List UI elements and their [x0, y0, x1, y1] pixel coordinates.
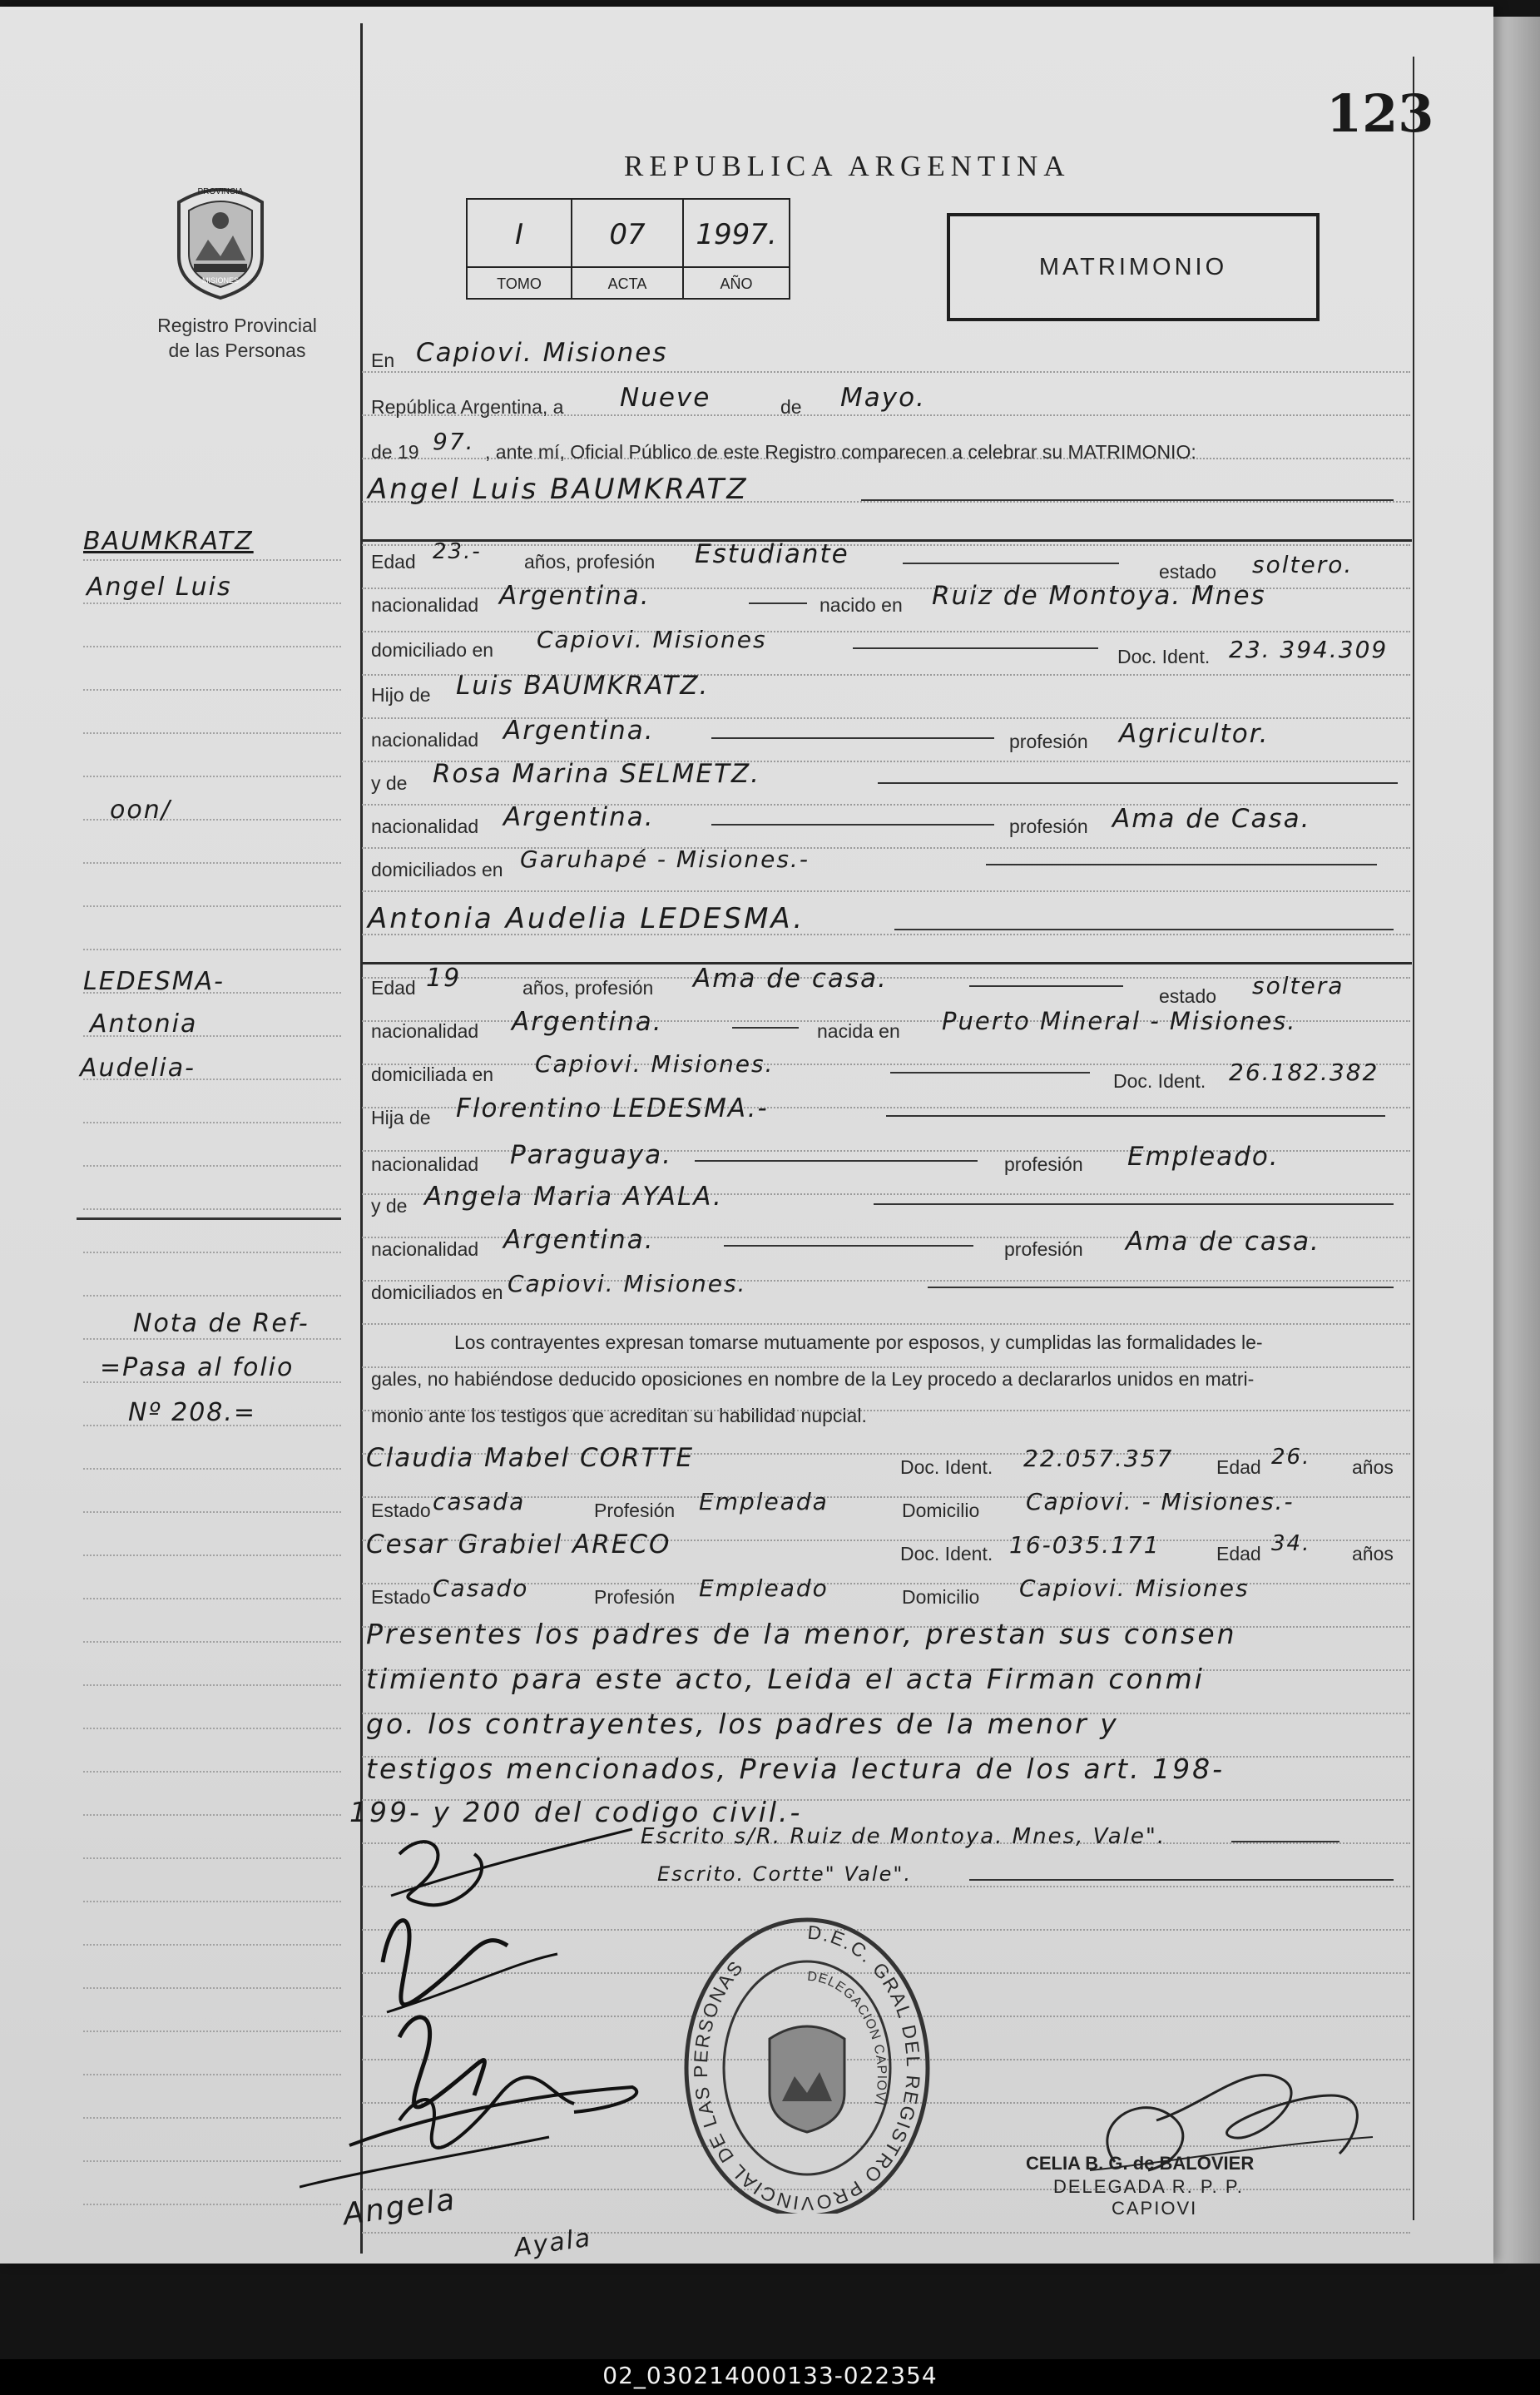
groom-mother-profession: Ama de Casa.	[1112, 804, 1311, 834]
organization-name	[100, 313, 374, 363]
groom-parents-domicile: Garuhapé - Misiones.-	[520, 845, 810, 873]
witness1-anos-label: años	[1352, 1456, 1394, 1478]
bride-nationality-fill	[732, 1027, 799, 1029]
official-title: DELEGADA R. P. P.	[1053, 2176, 1244, 2197]
margin-note-mark: oon/	[110, 796, 171, 825]
groom-nationality: Argentina.	[499, 581, 651, 611]
bride-mother-profesion-label: profesión	[1004, 1238, 1083, 1260]
witness2-name: Cesar Grabiel ARECO	[366, 1530, 671, 1559]
groom-nacido-label: nacido en	[820, 594, 903, 616]
witness2-domicile: Capiovi. Misiones	[1019, 1574, 1250, 1602]
place-value: Capiovi. Misiones	[416, 338, 668, 368]
day-value: Nueve	[620, 383, 711, 413]
groom-domiciliado-label: domiciliado en	[371, 639, 494, 661]
year-prefix: de 19	[371, 441, 419, 463]
bride-profession: Ama de casa.	[693, 964, 888, 994]
acta-label: ACTA	[607, 275, 647, 292]
margin-ruled-line	[83, 1641, 341, 1643]
acta-value: 07	[609, 218, 646, 251]
groom-father: Luis BAUMKRATZ.	[456, 671, 710, 701]
bride-full-name: Antonia Audelia LEDESMA.	[368, 902, 805, 935]
witness2-estado-label: Estado	[371, 1586, 431, 1608]
bride-anos-profesion-label: años, profesión	[522, 977, 654, 999]
margin-ref-line2: =Pasa al folio	[100, 1353, 295, 1382]
margin-ruled-line	[83, 1684, 341, 1686]
signature-margin-surname: Ayala	[513, 2223, 594, 2264]
witness2-doc-number: 16-035.171	[1009, 1531, 1161, 1559]
declaration-line2: gales, no habiéndose deducido oposiciones en nombre de la Ley procedo a declararlos unidos en matri-	[371, 1368, 1255, 1390]
month-value: Mayo.	[840, 383, 926, 413]
groom-profession: Estudiante	[695, 539, 849, 569]
groom-domicile: Capiovi. Misiones	[537, 626, 767, 653]
acta-cell	[572, 200, 684, 298]
bride-age: 19	[426, 964, 462, 993]
margin-ruled-line	[83, 1598, 341, 1599]
groom-hijo-label: Hijo de	[371, 684, 431, 706]
bride-domicile-fill	[890, 1072, 1090, 1074]
right-rule	[1413, 57, 1414, 2220]
province-seal-icon	[162, 177, 279, 302]
witness1-name: Claudia Mabel CORTTE	[366, 1443, 695, 1473]
ano-value: 1997.	[696, 218, 777, 251]
margin-ruled-line	[83, 1771, 341, 1773]
margin-ruled-line	[83, 1555, 341, 1556]
registry-box	[466, 198, 790, 300]
tomo-value: I	[514, 218, 524, 251]
margin-ruled-line	[83, 646, 341, 647]
bride-parents-domicile: Capiovi. Misiones.	[508, 1270, 747, 1297]
ruled-line	[362, 890, 1410, 892]
groom-father-nationality-fill	[711, 737, 994, 739]
ano-cell	[684, 200, 789, 298]
witness1-profesion-label: Profesión	[594, 1500, 676, 1521]
bride-mother-nationality: Argentina.	[503, 1225, 655, 1255]
margin-ruled-line	[83, 949, 341, 950]
bride-father: Florentino LEDESMA.-	[456, 1093, 769, 1123]
groom-father-nationality: Argentina.	[503, 716, 655, 746]
bride-estado-label: estado	[1159, 985, 1217, 1007]
groom-full-name: Angel Luis BAUMKRATZ	[368, 473, 749, 506]
groom-mother-nationality-fill	[711, 824, 994, 826]
margin-ruled-line	[83, 1208, 341, 1210]
bride-domiciliados-label: domiciliados en	[371, 1282, 503, 1303]
witness2-doc-label: Doc. Ident.	[900, 1543, 993, 1564]
groom-anos-profesion-label: años, profesión	[524, 551, 656, 573]
groom-nacionalidad-label: nacionalidad	[371, 594, 479, 616]
svg-text:DELEGACION CAPIOVI: DELEGACION CAPIOVI	[806, 1969, 889, 2108]
witness1-domicile: Capiovi. - Misiones.-	[1026, 1488, 1295, 1515]
witness1-edad-label: Edad	[1216, 1456, 1261, 1478]
ano-label: AÑO	[720, 275, 753, 292]
groom-birthplace: Ruiz de Montoya. Mnes	[932, 581, 1266, 611]
bride-domicile: Capiovi. Misiones.	[535, 1050, 775, 1078]
margin-ruled-line	[83, 776, 341, 777]
witness2-profesion-label: Profesión	[594, 1586, 676, 1608]
bride-birthplace: Puerto Mineral - Misiones.	[942, 1007, 1297, 1035]
groom-doc-label: Doc. Ident.	[1117, 646, 1211, 667]
correction-line1: Escrito s/R. Ruiz de Montoya. Mnes, Vale".	[641, 1824, 1166, 1849]
bride-yde-label: y de	[371, 1195, 408, 1217]
bride-father-nacionalidad-label: nacionalidad	[371, 1153, 479, 1175]
correction-line2: Escrito. Cortte" Vale".	[657, 1862, 913, 1886]
bride-name-fill	[894, 929, 1394, 930]
margin-ruled-line	[83, 1338, 341, 1340]
groom-mother-fill	[878, 782, 1398, 784]
margin-ruled-line	[83, 862, 341, 864]
witness1-doc-number: 22.057.357	[1023, 1445, 1174, 1472]
groom-doc-number: 23. 394.309	[1229, 636, 1389, 663]
groom-mother-nacionalidad-label: nacionalidad	[371, 816, 479, 837]
note-line4: testigos mencionados, Previa lectura de los art. 198-	[366, 1753, 1225, 1785]
margin-ruled-line	[83, 905, 341, 907]
organization-name-line2: de las Personas	[168, 340, 306, 361]
correction1-fill	[1231, 1841, 1339, 1842]
groom-yde-label: y de	[371, 772, 408, 794]
margin-ruled-line	[83, 1728, 341, 1729]
groom-father-nacionalidad-label: nacionalidad	[371, 729, 479, 751]
groom-parents-domicile-fill	[986, 864, 1377, 865]
bride-hija-label: Hija de	[371, 1107, 431, 1128]
bride-domiciliada-label: domiciliada en	[371, 1064, 494, 1085]
margin-ruled-line	[83, 1252, 341, 1253]
groom-name-fill	[861, 499, 1394, 501]
groom-nationality-fill	[749, 602, 807, 604]
bride-edad-label: Edad	[371, 977, 416, 999]
witness1-domicilio-label: Domicilio	[902, 1500, 980, 1521]
bride-nationality: Argentina.	[512, 1007, 663, 1037]
bride-father-nationality: Paraguaya.	[510, 1140, 672, 1170]
witness2-domicilio-label: Domicilio	[902, 1586, 980, 1608]
footer-code: 02_030214000133-022354	[602, 2362, 938, 2389]
groom-estado-label: estado	[1159, 561, 1217, 583]
witness1-profession: Empleada	[699, 1488, 829, 1515]
groom-section-rule	[362, 539, 1412, 542]
margin-bride-surname: LEDESMA-	[83, 967, 225, 996]
margin-ruled-line	[83, 1165, 341, 1167]
correction2-fill	[969, 1879, 1394, 1881]
groom-father-profession: Agricultor.	[1119, 719, 1270, 749]
svg-text:D.E.C. GRAL DEL REGISTRO PROVI: D.E.C. GRAL DEL REGISTRO PROVINCIAL DE LAS PERSONAS	[689, 1921, 925, 2214]
certificate-sheet	[0, 7, 1493, 2264]
witness1-estado-label: Estado	[371, 1500, 431, 1521]
bride-doc-label: Doc. Ident.	[1113, 1070, 1206, 1092]
witness1-civil-status: casada	[433, 1488, 526, 1515]
signature-margin-name: Angela	[340, 2182, 458, 2233]
bride-civil-status: soltera	[1252, 972, 1344, 999]
ruled-line	[362, 631, 1410, 632]
groom-edad-label: Edad	[371, 551, 416, 573]
declaration-line1: Los contrayentes expresan tomarse mutuamente por esposos, y cumplidas las formalidades le-	[454, 1331, 1263, 1353]
witness2-edad-label: Edad	[1216, 1543, 1261, 1564]
registry-round-stamp	[682, 1914, 932, 2214]
ruled-line	[362, 544, 1410, 546]
margin-bride-given2: Audelia-	[80, 1054, 196, 1083]
margin-bride-given1: Antonia	[90, 1009, 198, 1039]
en-label: En	[371, 350, 395, 371]
tomo-label: TOMO	[497, 275, 542, 292]
margin-groom-surname: BAUMKRATZ	[83, 527, 254, 556]
bride-mother-nacionalidad-label: nacionalidad	[371, 1238, 479, 1260]
note-line5: 199- y 200 del codigo civil.-	[349, 1796, 803, 1828]
groom-mother-profesion-label: profesión	[1009, 816, 1088, 837]
bride-father-profession: Empleado.	[1127, 1142, 1280, 1172]
note-line3: go. los contrayentes, los padres de la menor y	[366, 1708, 1119, 1740]
country-heading: REPUBLICA ARGENTINA	[624, 150, 1071, 182]
groom-age: 23.-	[433, 539, 482, 564]
note-line2: timiento para este acto, Leida el acta Firman conmi	[366, 1663, 1205, 1695]
margin-ref-line3: Nº 208.=	[128, 1398, 257, 1427]
bride-mother: Angela Maria AYALA.	[424, 1182, 723, 1212]
ruled-line	[362, 847, 1410, 849]
margin-signatures	[300, 1821, 716, 2220]
margin-ruled-line	[83, 732, 341, 734]
witness2-anos-label: años	[1352, 1543, 1394, 1564]
note-line1: Presentes los padres de la menor, prestan sus consen	[366, 1618, 1237, 1650]
margin-groom-given: Angel Luis	[87, 573, 232, 602]
bride-nacida-label: nacida en	[817, 1020, 900, 1042]
margin-ruled-line	[83, 559, 341, 561]
margin-ruled-line	[83, 1511, 341, 1513]
bride-profession-fill	[969, 985, 1123, 987]
margin-ruled-line	[83, 689, 341, 691]
bride-nacionalidad-label: nacionalidad	[371, 1020, 479, 1042]
witness2-profession: Empleado	[699, 1574, 829, 1602]
page-number: 123	[1326, 83, 1434, 144]
groom-profession-fill	[903, 563, 1119, 564]
svg-text:PROVINCIA: PROVINCIA	[197, 187, 244, 196]
margin-ruled-line	[83, 1814, 341, 1816]
groom-civil-status: soltero.	[1252, 551, 1354, 578]
appearance-statement: , ante mí, Oficial Público de este Registro comparecen a celebrar su MATRIMONIO:	[485, 441, 1196, 463]
witness1-age: 26.	[1271, 1445, 1311, 1470]
republica-label: República Argentina, a	[371, 396, 564, 418]
bride-father-fill	[886, 1115, 1385, 1117]
witness1-doc-label: Doc. Ident.	[900, 1456, 993, 1478]
ruled-line	[362, 1323, 1410, 1325]
bride-mother-fill	[874, 1203, 1394, 1205]
groom-father-profesion-label: profesión	[1009, 731, 1088, 752]
margin-ruled-line	[83, 602, 341, 604]
certificate-type-box: MATRIMONIO	[947, 213, 1320, 321]
margin-ruled-line	[83, 1468, 341, 1470]
margin-ref-line1: Nota de Ref-	[133, 1309, 309, 1338]
de-label: de	[780, 396, 802, 418]
bride-doc-number: 26.182.382	[1229, 1059, 1379, 1086]
organization-name-line1: Registro Provincial	[157, 315, 317, 336]
svg-text:MISIONES: MISIONES	[201, 276, 240, 285]
ruled-line	[362, 371, 1410, 373]
margin-ruled-line	[83, 1295, 341, 1297]
groom-mother-nationality: Argentina.	[503, 802, 655, 832]
official-place: CAPIOVI	[1112, 2198, 1198, 2219]
year-suffix: 97.	[433, 428, 475, 455]
bride-parents-domicile-fill	[928, 1287, 1394, 1288]
tomo-cell	[468, 200, 572, 298]
official-name: CELIA B. G. de BALOVIER	[1026, 2153, 1255, 2174]
bride-father-profesion-label: profesión	[1004, 1153, 1083, 1175]
bride-mother-profession: Ama de casa.	[1126, 1227, 1320, 1257]
margin-divider	[77, 1217, 341, 1220]
bride-mother-nationality-fill	[724, 1245, 973, 1247]
groom-domicile-fill	[853, 647, 1098, 649]
witness2-age: 34.	[1271, 1531, 1311, 1556]
groom-domiciliados-label: domiciliados en	[371, 859, 503, 880]
witness2-civil-status: Casado	[433, 1574, 529, 1602]
declaration-line3: monio ante los testigos que acreditan su habilidad nupcial.	[371, 1405, 867, 1426]
bride-father-nationality-fill	[695, 1160, 978, 1162]
margin-ruled-line	[83, 1122, 341, 1123]
groom-mother: Rosa Marina SELMETZ.	[433, 759, 761, 789]
